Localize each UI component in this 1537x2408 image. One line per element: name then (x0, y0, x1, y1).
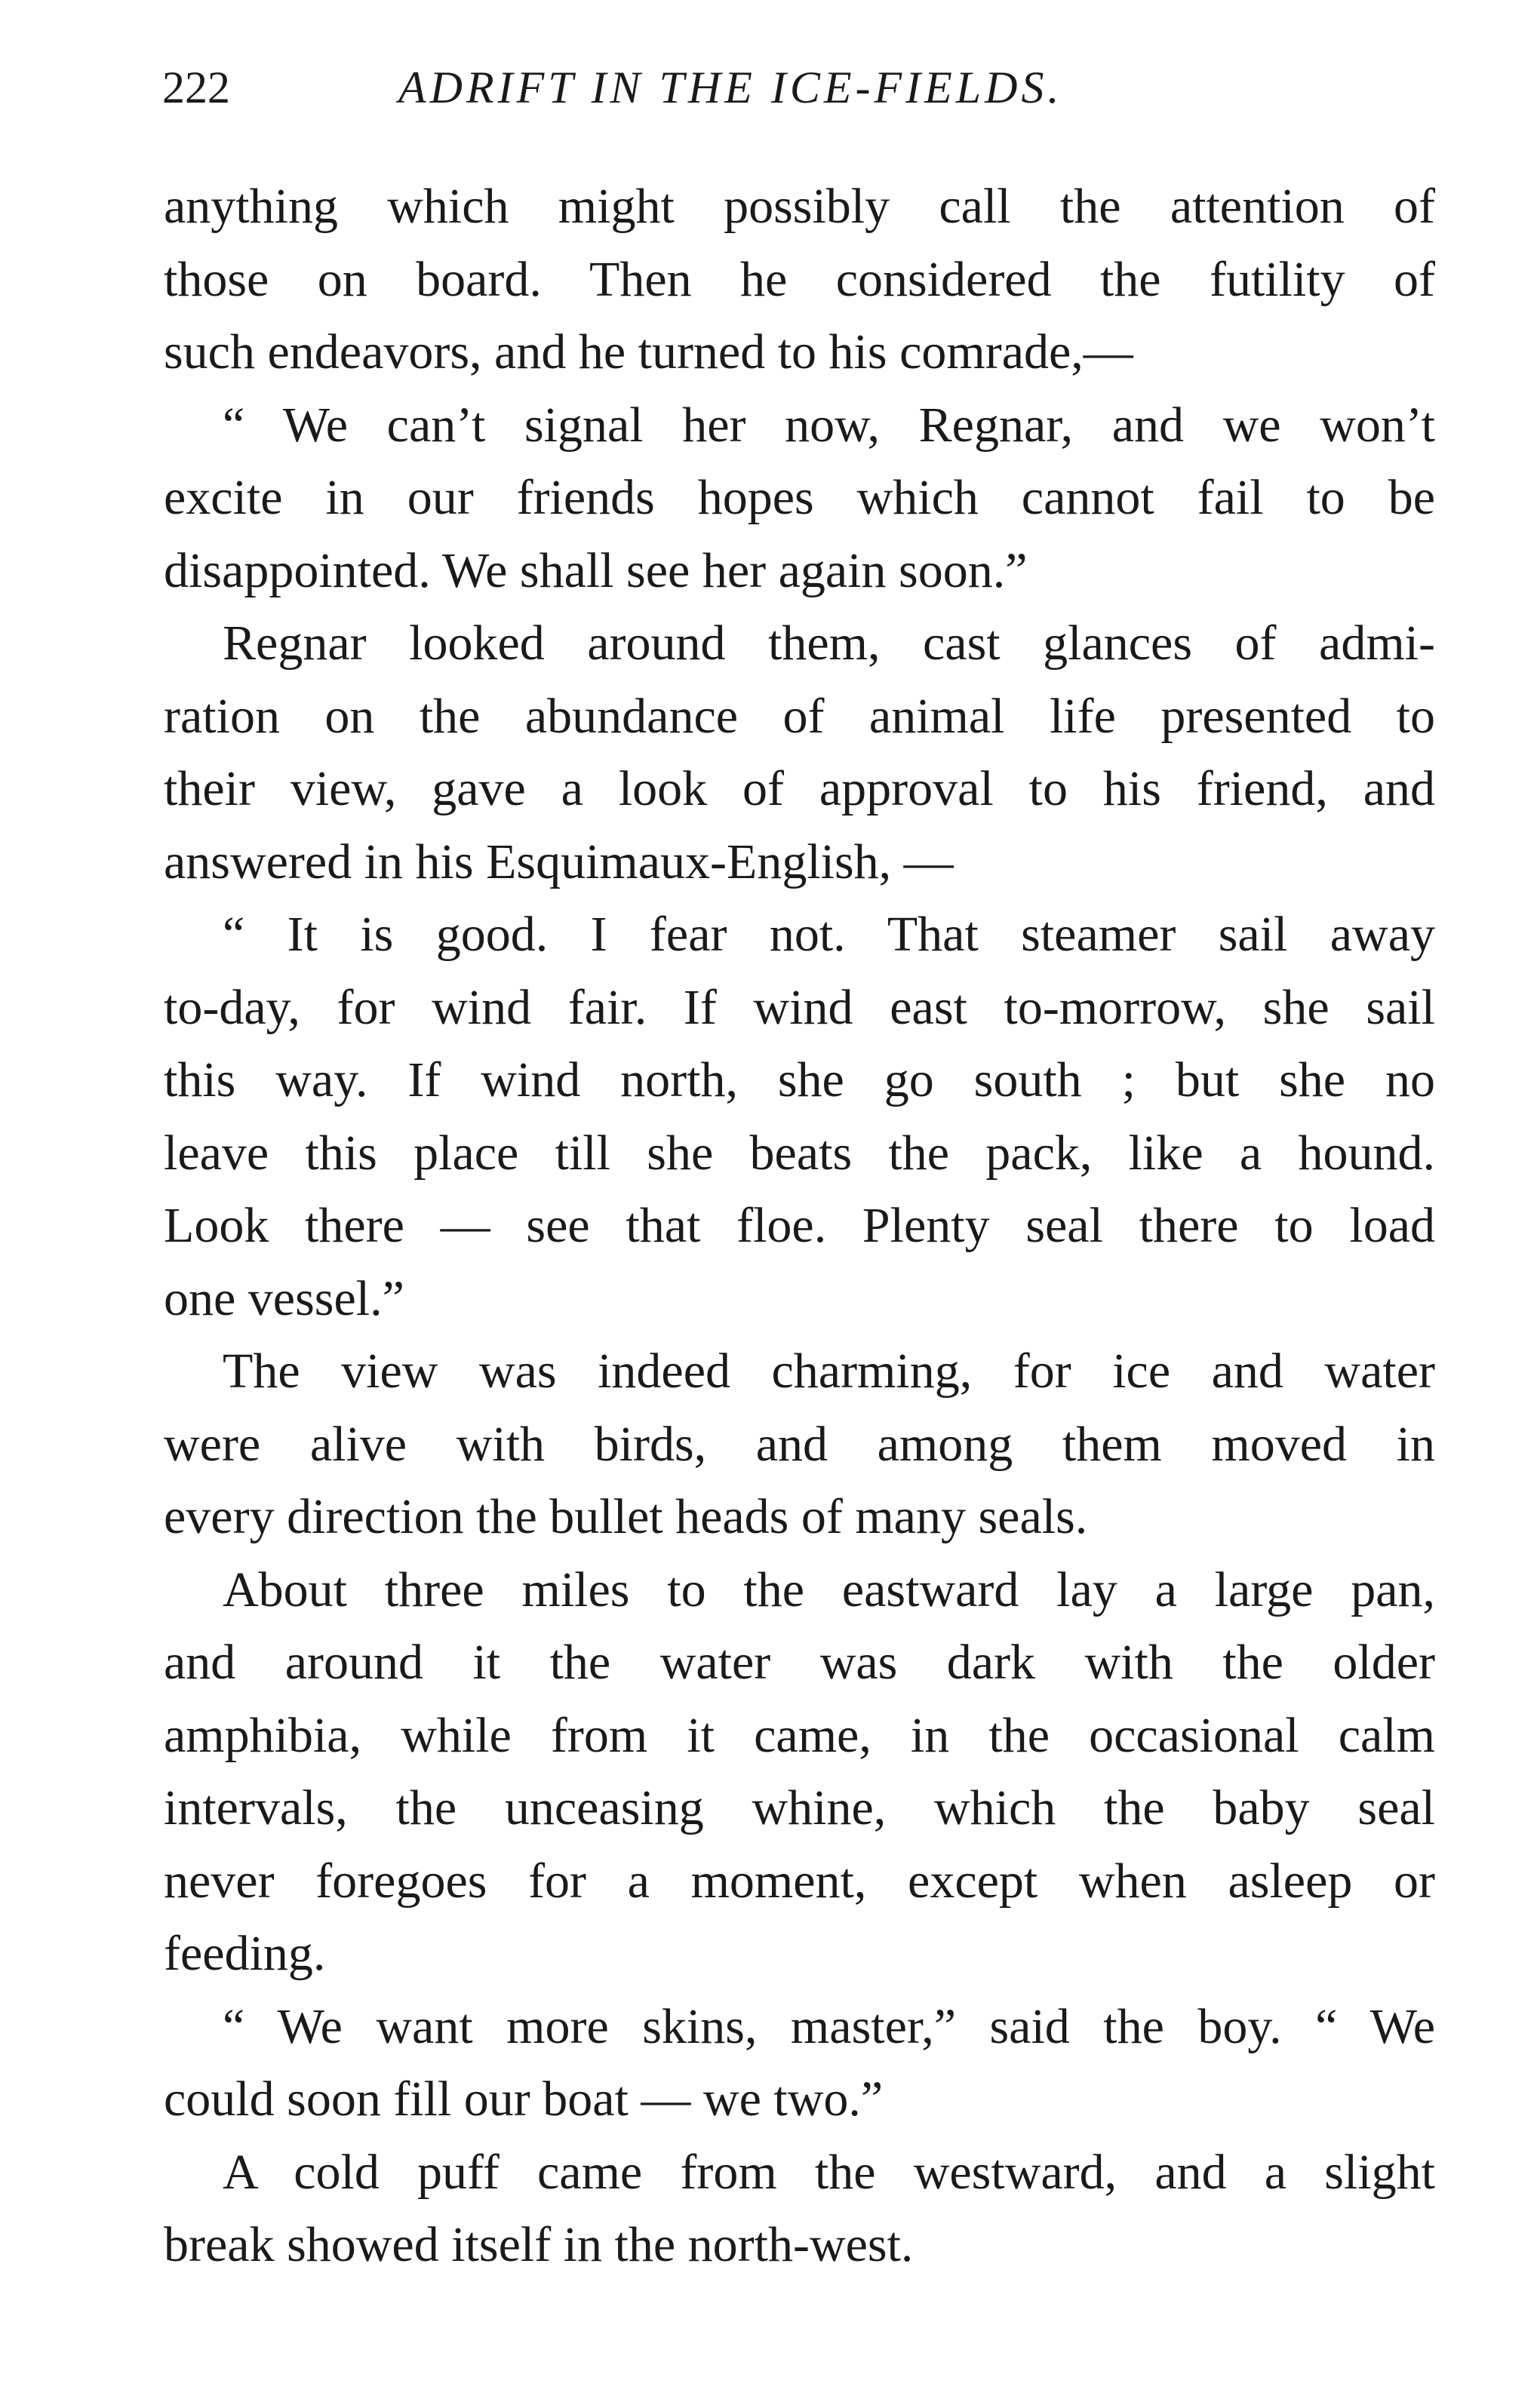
text-line: feeding. (164, 1926, 326, 1981)
text-line: Look there — see that floe. Plenty seal there to load (164, 1198, 1435, 1253)
text-line: one vessel.” (164, 1270, 404, 1326)
text-line: “ We can’t signal her now, Regnar, and we won’t (223, 397, 1435, 453)
text-line: amphibia, while from it came, in the occasional calm (164, 1707, 1435, 1763)
text-line: to-day, for wind fair. If wind east to-morrow, she sail (164, 979, 1435, 1035)
text-line: break showed itself in the north-west. (164, 2217, 914, 2272)
text-line: were alive with birds, and among them moved in (164, 1416, 1435, 1472)
text-line: Regnar looked around them, cast glances of admi- (223, 616, 1435, 671)
text-line: never foregoes for a moment, except when asleep or (164, 1853, 1435, 1909)
text-line: every direction the bullet heads of many seals. (164, 1489, 1088, 1544)
text-line: their view, gave a look of approval to his friend, and (164, 761, 1435, 816)
running-header (0, 51, 1537, 124)
text-line: and around it the water was dark with the older (164, 1635, 1435, 1690)
text-line: excite in our friends hopes which cannot fail to be (164, 470, 1435, 525)
body-text (164, 170, 1435, 2282)
text-line: this way. If wind north, she go south ; but she no (164, 1052, 1435, 1107)
text-line: such endeavors, and he turned to his comrade,— (164, 324, 1133, 379)
text-line: About three miles to the eastward lay a large pan, (223, 1562, 1435, 1617)
running-title: ADRIFT IN THE ICE-FIELDS. (398, 63, 1063, 112)
text-line: could soon fill our boat — we two.” (164, 2072, 884, 2127)
text-line: disappointed. We shall see her again soon.” (164, 542, 1028, 598)
text-line: “ It is good. I fear not. That steamer sail away (223, 907, 1435, 962)
text-line: The view was indeed charming, for ice and water (223, 1344, 1435, 1399)
text-line: ration on the abundance of animal life presented to (164, 688, 1435, 744)
text-line: “ We want more skins, master,” said the boy. “ We (223, 1998, 1435, 2054)
text-line: answered in his Esquimaux-English, — (164, 834, 954, 889)
text-line: intervals, the unceasing whine, which the baby seal (164, 1780, 1435, 1835)
text-line: leave this place till she beats the pack, like a hound. (164, 1125, 1435, 1181)
text-line: anything which might possibly call the attention of (164, 179, 1435, 234)
text-line: those on board. Then he considered the futility of (164, 251, 1435, 307)
page-number: 222 (162, 63, 230, 112)
text-line: A cold puff came from the westward, and a slight (223, 2144, 1435, 2200)
